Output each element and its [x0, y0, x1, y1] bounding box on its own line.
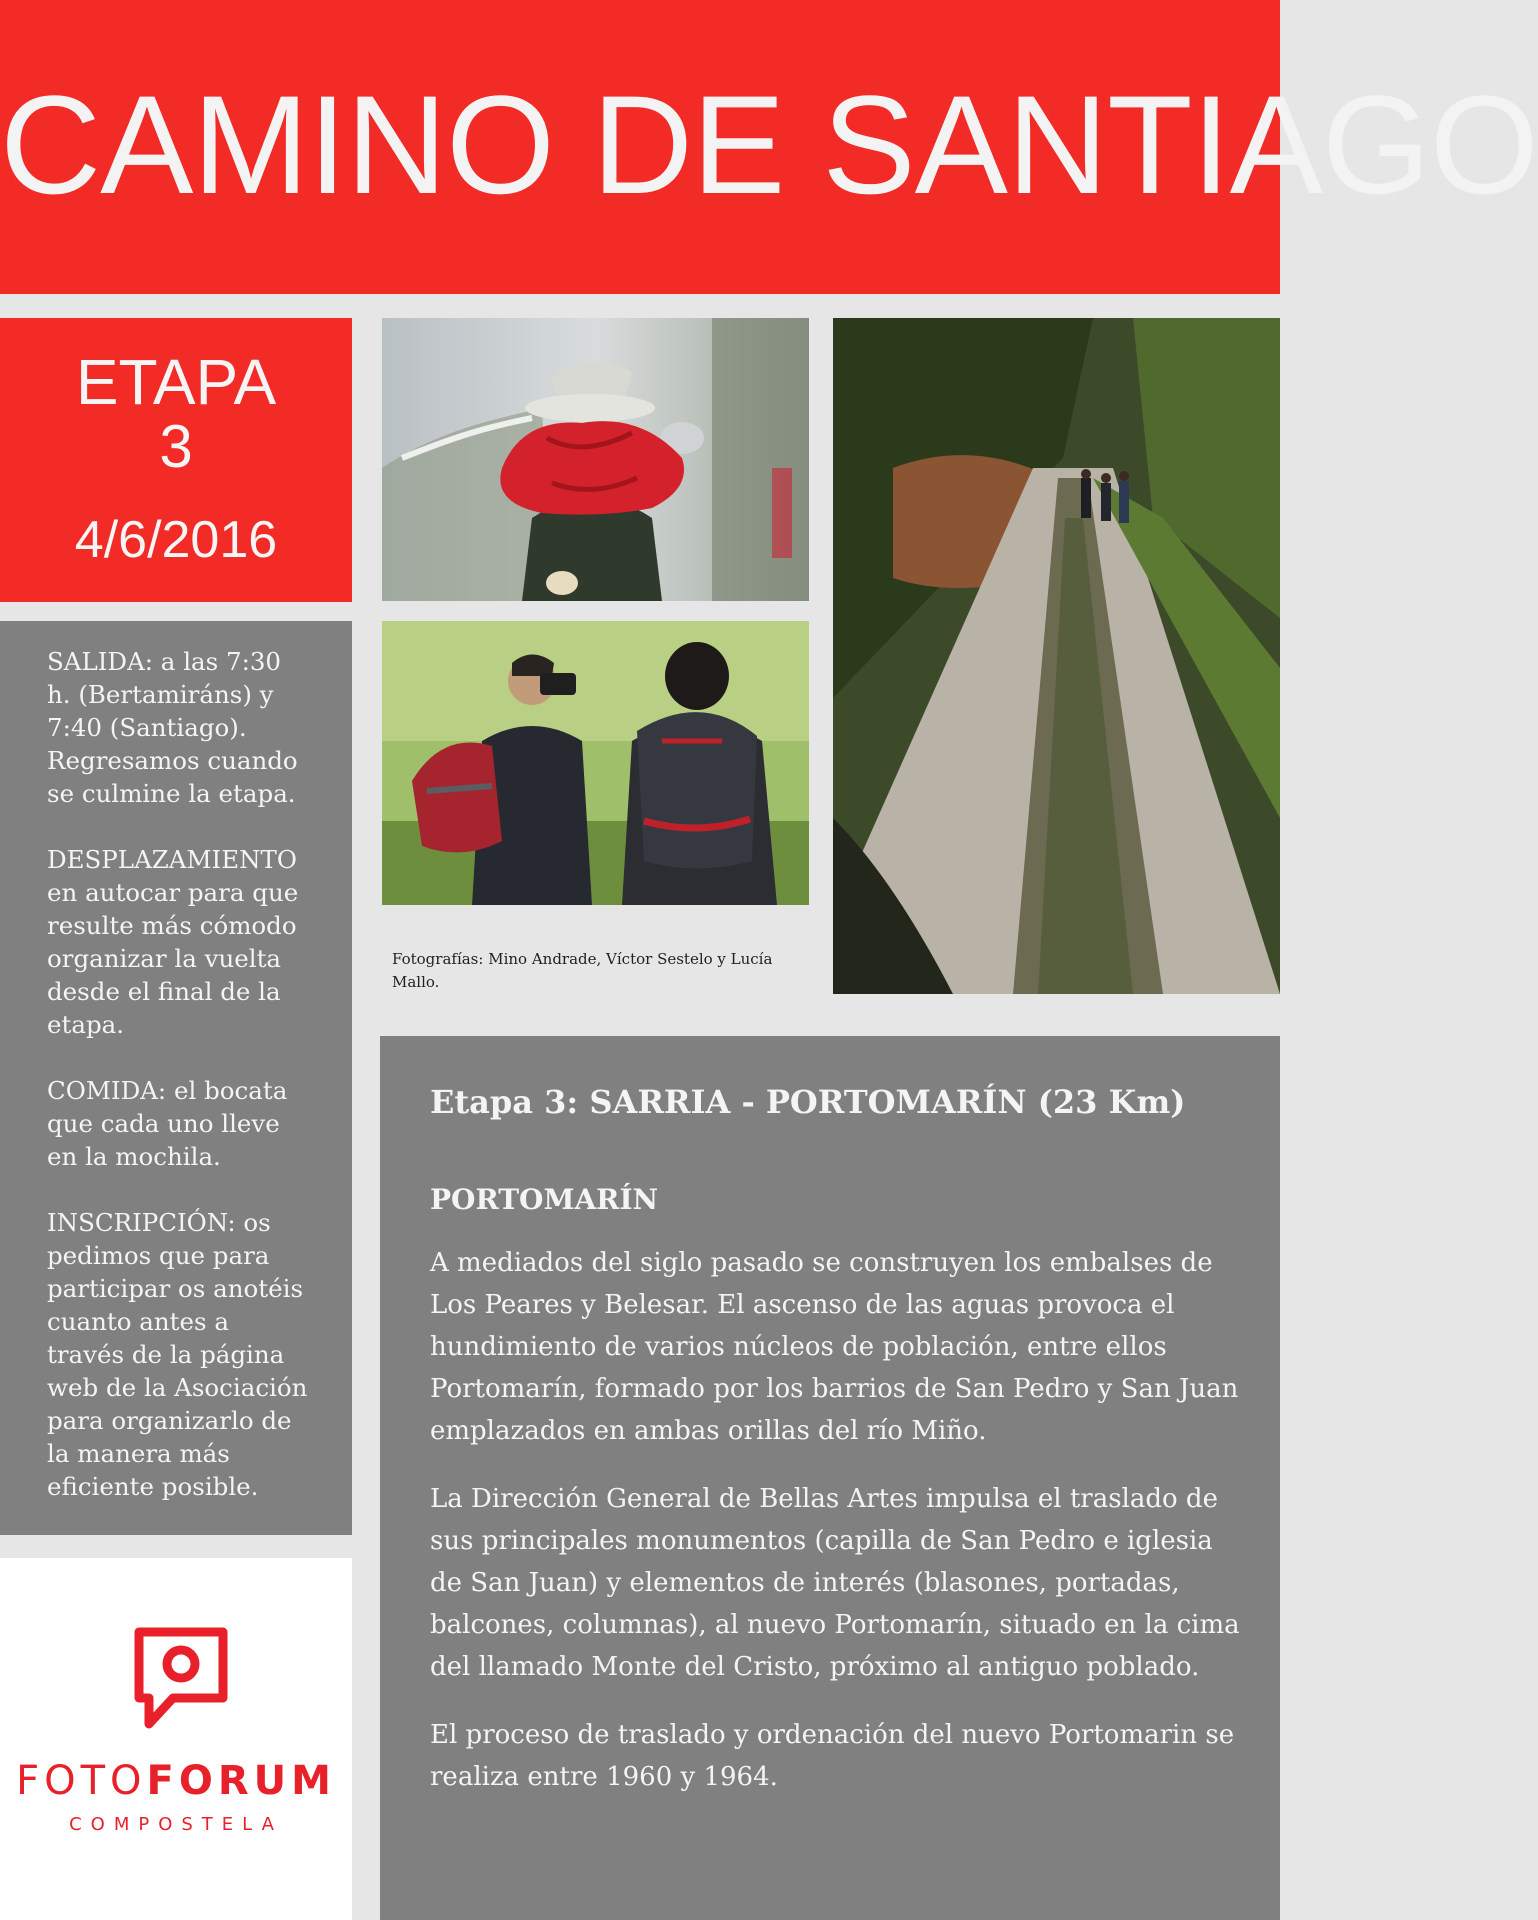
info-comida: COMIDA: el bocata que cada uno lleve en la mochila.	[47, 1076, 288, 1171]
fotoforum-logo	[0, 1558, 352, 1920]
etapa-number: 3	[159, 413, 193, 480]
article-paragraph: A mediados del siglo pasado se construyen los embalses de Los Peares y Belesar. El ascenso de las aguas provoca el hundimiento de varios núcleos de población, entre ellos Portomarín, formado por los barrios de San Pedro y San Juan emplazados en ambas orillas del río Miño.	[430, 1248, 1239, 1446]
article-paragraph: La Dirección General de Bellas Artes impulsa el traslado de sus principales monumentos (capilla de San Pedro e iglesia de San Juan) y elementos de interés (blasones, portadas, balcones, columnas), al nuevo Portomarín, situado en la cima del llamado Monte del Cristo, próximo al antiguo poblado.	[430, 1484, 1240, 1682]
article-subtitle: PORTOMARÍN	[430, 1183, 659, 1216]
etapa-date: 4/6/2016	[74, 511, 278, 569]
page-title: CAMINO DE SANTIAGO	[0, 66, 1538, 223]
logo-name-forum: FORUM	[146, 1758, 336, 1804]
logo-name-foto: FOTO	[16, 1758, 147, 1804]
photo-forest-path	[833, 318, 1280, 994]
article-title: Etapa 3: SARRIA - PORTOMARÍN (23 Km)	[430, 1083, 1186, 1121]
info-desplazamiento: DESPLAZAMIENTO en autocar para que resulte más cómodo organizar la vuelta desde el final de la etapa.	[47, 845, 299, 1039]
logo-name	[0, 1758, 352, 1804]
info-panel	[0, 621, 352, 1535]
photo-hikers-camera	[382, 621, 809, 905]
article-panel	[380, 1036, 1280, 1920]
info-inscripcion: INSCRIPCIÓN: os pedimos que para participar os anotéis cuanto antes a través de la página web de la Asociación para organizarlo de la manera más eficiente posible.	[47, 1208, 308, 1501]
logo-subtitle: COMPOSTELA	[69, 1814, 283, 1835]
article-paragraph: El proceso de traslado y ordenación del nuevo Portomarin se realiza entre 1960 y 1964.	[430, 1720, 1235, 1792]
info-salida: SALIDA: a las 7:30 h. (Bertamiráns) y 7:40 (Santiago). Regresamos cuando se culmine la etapa.	[47, 647, 298, 808]
photo-credit: Fotografías: Mino Andrade, Víctor Sestelo y Lucía Mallo.	[392, 950, 773, 991]
speech-bubble-lens-icon	[131, 1624, 231, 1734]
photo-pilgrim-backpack	[382, 318, 809, 601]
etapa-box	[0, 318, 352, 602]
etapa-label: ETAPA	[75, 346, 277, 418]
header-banner	[0, 0, 1538, 294]
